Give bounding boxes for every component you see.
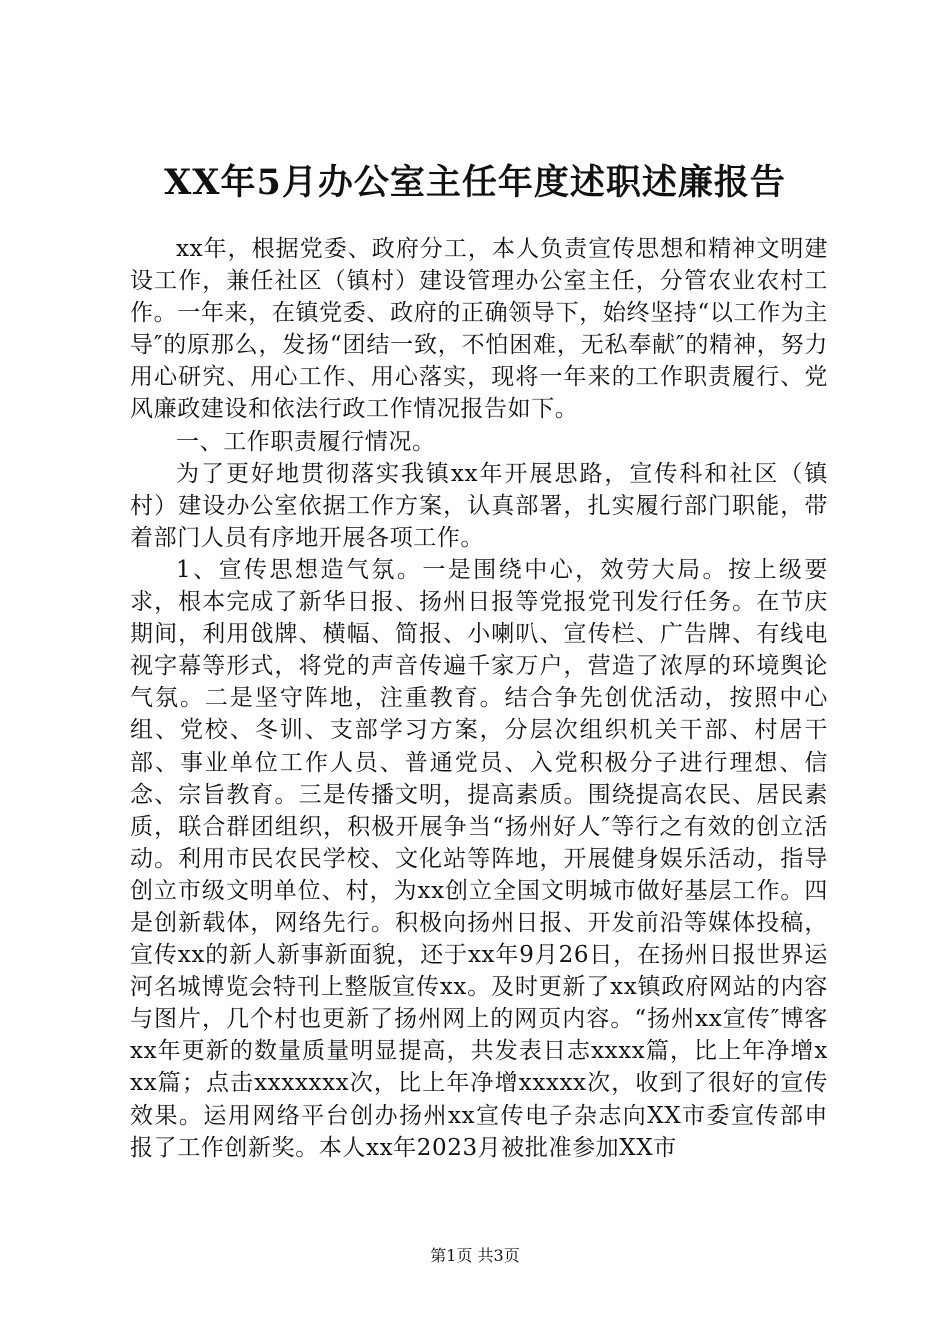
document-title: XX年5月办公室主任年度述职述廉报告 xyxy=(164,162,786,203)
document-body xyxy=(130,233,828,1164)
paragraph-duties: 为了更好地贯彻落实我镇xx年开展思路，宣传科和社区（镇村）建设办公室依据工作方案，认真部署，扎实履行部门职能，带着部门人员有序地开展各项工作。 xyxy=(130,460,828,551)
paragraph-intro: xx年，根据党委、政府分工，本人负责宣传思想和精神文明建设工作，兼任社区（镇村）建设管理办公室主任，分管农业农村工作。一年来，在镇党委、政府的正确领导下，始终坚持“以工作为主导″的原那么，发扬“团结一致，不怕困难，无私奉献″的精神，努力用心研究、用心工作、用心落实，现将一年来的工作职责履行、党风廉政建设和依法行政工作情况报告如下。 xyxy=(130,236,828,423)
paragraph-propaganda: 1、宣传思想造气氛。一是围绕中心，效劳大局。按上级要求，根本完成了新华日报、扬州日报等党报党刊发行任务。在节庆期间，利用戗牌、横幅、简报、小喇叭、宣传栏、广告牌、有线电视字幕等形式，将党的声音传遍千家万户，营造了浓厚的环境舆论气氛。二是坚守阵地，注重教育。结合争先创优活动，按照中心组、党校、冬训、支部学习方案，分层次组织机关干部、村居干部、事业单位工作人员、普通党员、入党积极分子进行理想、信念、宗旨教育。三是传播文明，提高素质。围绕提高农民、居民素质，联合群团组织，积极开展争当“扬州好人″等行之有效的创立活动。利用市民农民学校、文化站等阵地，开展健身娱乐活动，指导创立市级文明单位、村，为xx创立全国文明城市做好基层工作。四是创新载体，网络先行。积极向扬州日报、开发前沿等媒体投稿，宣传xx的新人新事新面貌，还于xx年9月26日，在扬州日报世界运河名城博览会特刊上整版宣传xx。及时更新了xx镇政府网站的内容与图片，几个村也更新了扬州网上的网页内容。“扬州xx宣传″博客xx年更新的数量质量明显提高，共发表日志xxxx篇，比上年净增xxx篇；点击xxxxxxx次，比上年净增xxxxx次，收到了很好的宣传效果。运用网络平台创办扬州xx宣传电子杂志向XX市委宣传部申报了工作创新奖。本人xx年2023月被批准参加XX市 xyxy=(130,556,828,1161)
page-footer: 第1页 共3页 xyxy=(430,1246,520,1265)
section-heading-duties: 一、工作职责履行情况。 xyxy=(176,428,436,455)
